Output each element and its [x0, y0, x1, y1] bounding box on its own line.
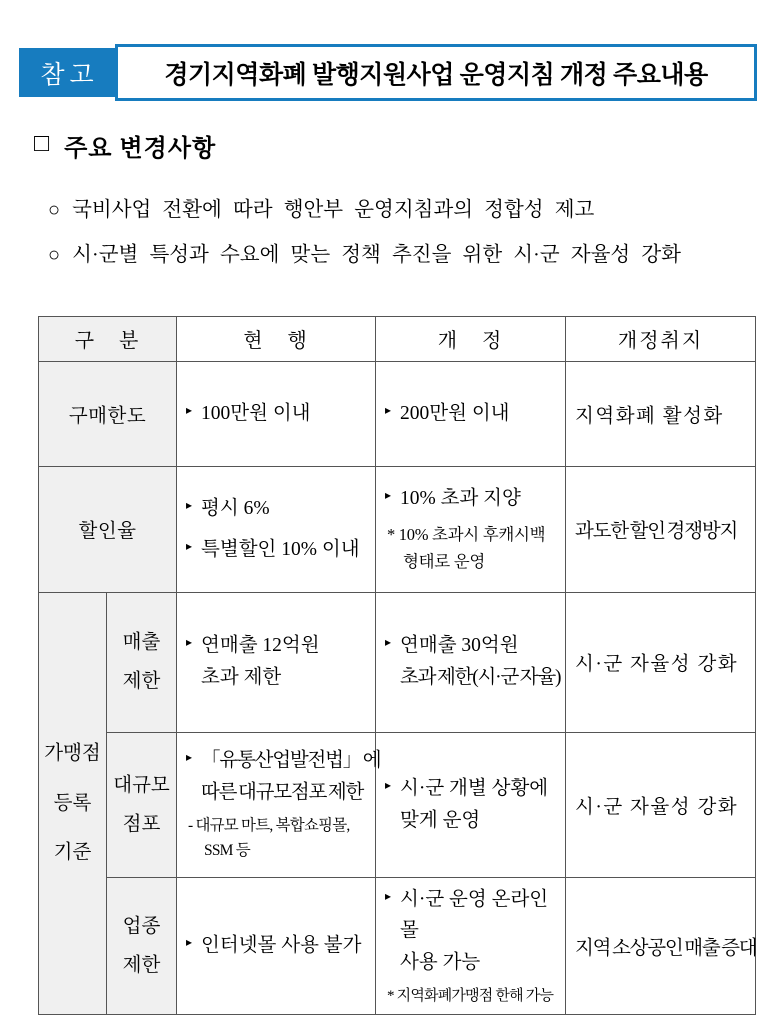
reference-badge: 참고 [19, 48, 115, 97]
row-group-label: 가맹점 등록 기준 [39, 592, 107, 1015]
cell-purpose: 시·군 자율성 강화 [566, 592, 756, 732]
section-heading-text: 주요 변경사항 [64, 136, 217, 162]
triangle-bullet-icon: ▸ [186, 750, 193, 765]
cell-purpose: 지역 소상공인 매출 증대 [566, 877, 756, 1015]
cell-revised: ▸ 200만원 이내 [376, 361, 566, 466]
circle-bullet-icon: ○ [48, 199, 61, 221]
section-heading [34, 128, 757, 163]
list-item [48, 195, 757, 226]
table-row-large-store [39, 732, 756, 877]
triangle-bullet-icon: ▸ [186, 635, 193, 650]
cell-revised: ▸ 10% 초과 지양 * 10% 초과시 후캐시백 형태로 운영 [376, 466, 566, 592]
cell-footnote: * 10% 초과시 후캐시백 형태로 운영 [387, 525, 546, 571]
row-sublabel: 매출 제한 [107, 592, 177, 732]
cell-current: ▸ 인터넷몰 사용 불가 [177, 877, 376, 1015]
cell-purpose: 과도한 할인 경쟁방지 [566, 466, 756, 592]
table-row-business-type [39, 877, 756, 1015]
table-header-row [39, 316, 756, 361]
row-label: 구매한도 [39, 361, 177, 466]
col-header-purpose: 개정취지 [566, 316, 756, 361]
table-row-discount-rate [39, 466, 756, 592]
triangle-bullet-icon: ▸ [186, 935, 193, 950]
cell-revised: ▸ 시·군 운영 온라인몰 사용 가능 * 지역화폐가맹점 한해 가능 [376, 877, 566, 1015]
key-points-list [48, 195, 757, 271]
table-row-purchase-limit [39, 361, 756, 466]
cell-revised: ▸ 연매출 30억원 초과 제한(시·군 자율) [376, 592, 566, 732]
cell-current: ▸ 「유통산업발전법」 에 따른 대규모점포 제한 - 대규모 마트, 복합쇼핑몰, SSM 등 [177, 732, 376, 877]
cell-footnote: - 대규모 마트, 복합쇼핑몰, SSM 등 [188, 817, 350, 860]
document-title-box [115, 44, 757, 101]
cell-revised: ▸ 시·군 개별 상황에 맞게 운영 [376, 732, 566, 877]
cell-footnote: * 지역화폐가맹점 한해 가능 [387, 988, 554, 1005]
triangle-bullet-icon: ▸ [186, 538, 193, 553]
row-label: 할인율 [39, 466, 177, 592]
circle-bullet-icon: ○ [48, 243, 61, 266]
triangle-bullet-icon: ▸ [385, 635, 392, 650]
point-text: 국비사업 전환에 따라 행안부 운영지침과의 정합성 제고 [72, 199, 595, 221]
triangle-bullet-icon: ▸ [385, 888, 392, 903]
point-text: 시·군별 특성과 수요에 맞는 정책 추진을 위한 시·군 자율성 강화 [72, 243, 681, 266]
cell-current: ▸ 100만원 이내 [177, 361, 376, 466]
col-header-category: 구 분 [39, 316, 177, 361]
row-sublabel: 업종 제한 [107, 877, 177, 1015]
triangle-bullet-icon: ▸ [385, 777, 392, 792]
cell-purpose: 시·군 자율성 강화 [566, 732, 756, 877]
row-sublabel: 대규모 점포 [107, 732, 177, 877]
page-title: 경기지역화폐 발행지원사업 운영지침 개정 주요내용 [164, 61, 708, 89]
cell-current: ▸ 연매출 12억원 초과 제한 [177, 592, 376, 732]
col-header-revised: 개 정 [376, 316, 566, 361]
square-bullet-icon: □ [34, 129, 51, 157]
triangle-bullet-icon: ▸ [385, 402, 392, 417]
triangle-bullet-icon: ▸ [186, 402, 193, 417]
header [19, 44, 757, 101]
triangle-bullet-icon: ▸ [385, 487, 392, 502]
cell-current: ▸ 평시 6% ▸ 특별할인 10% 이내 [177, 466, 376, 592]
cell-purpose: 지역화폐 활성화 [566, 361, 756, 466]
table-row-sales-limit [39, 592, 756, 732]
col-header-current: 현 행 [177, 316, 376, 361]
list-item [48, 240, 757, 271]
triangle-bullet-icon: ▸ [186, 497, 193, 512]
revision-table [38, 316, 756, 1016]
